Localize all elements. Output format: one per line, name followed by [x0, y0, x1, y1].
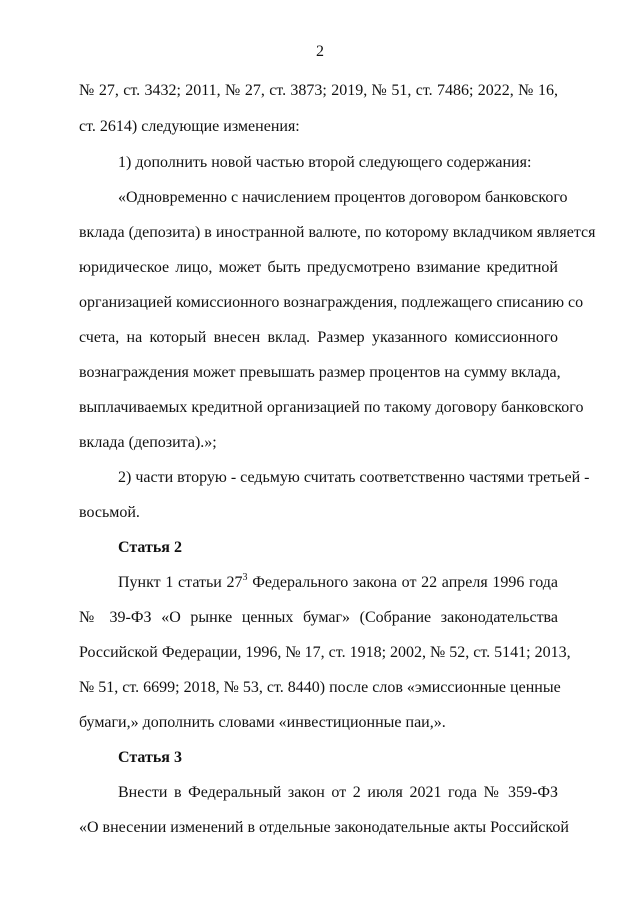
quote-line: вознаграждения может превышать размер процентов на сумму вклада,: [79, 364, 561, 381]
article-heading: Статья 3: [118, 749, 182, 766]
text-line: № 51, ст. 6699; 2018, № 53, ст. 8440) после слов «эмиссионные ценные: [79, 679, 561, 696]
list-item: 2) части вторую - седьмую считать соответственно частями третьей -: [118, 469, 590, 486]
text-line: [118, 573, 558, 593]
list-item: 1) дополнить новой частью второй следующего содержания:: [118, 154, 532, 171]
text-fragment: Пункт 1 статьи 27: [118, 574, 243, 591]
text-line: № 39-ФЗ «О рынке ценных бумаг» (Собрание законодательства: [79, 609, 558, 626]
page-number: 2: [316, 43, 324, 60]
quote-line: вклада (депозита) в иностранной валюте, по которому вкладчиком является: [79, 224, 596, 241]
quote-line: выплачиваемых кредитной организацией по такому договору банковского: [79, 399, 584, 416]
quote-line: счета, на который внесен вклад. Размер указанного комиссионного: [79, 329, 558, 346]
text-line: восьмой.: [79, 504, 140, 521]
superscript: 3: [242, 571, 248, 583]
article-heading: Статья 2: [118, 539, 182, 556]
text-line: № 27, ст. 3432; 2011, № 27, ст. 3873; 2019, № 51, ст. 7486; 2022, № 16,: [79, 82, 558, 99]
quote-line: вклада (депозита).»;: [79, 434, 217, 451]
quote-line: «Одновременно с начислением процентов договором банковского: [118, 189, 568, 206]
text-line: Российской Федерации, 1996, № 17, ст. 1918; 2002, № 52, ст. 5141; 2013,: [79, 644, 571, 661]
text-line: Внести в Федеральный закон от 2 июля 2021 года № 359-ФЗ: [118, 784, 558, 801]
text-line: «О внесении изменений в отдельные законодательные акты Российской: [79, 819, 569, 836]
text-line: бумаги,» дополнить словами «инвестиционные паи,».: [79, 714, 446, 731]
quote-line: организацией комиссионного вознаграждения, подлежащего списанию со: [79, 294, 584, 311]
quote-line: юридическое лицо, может быть предусмотрено взимание кредитной: [79, 259, 558, 276]
text-line: ст. 2614) следующие изменения:: [79, 118, 300, 135]
text-fragment: Федерального закона от 22 апреля 1996 года: [247, 574, 558, 591]
